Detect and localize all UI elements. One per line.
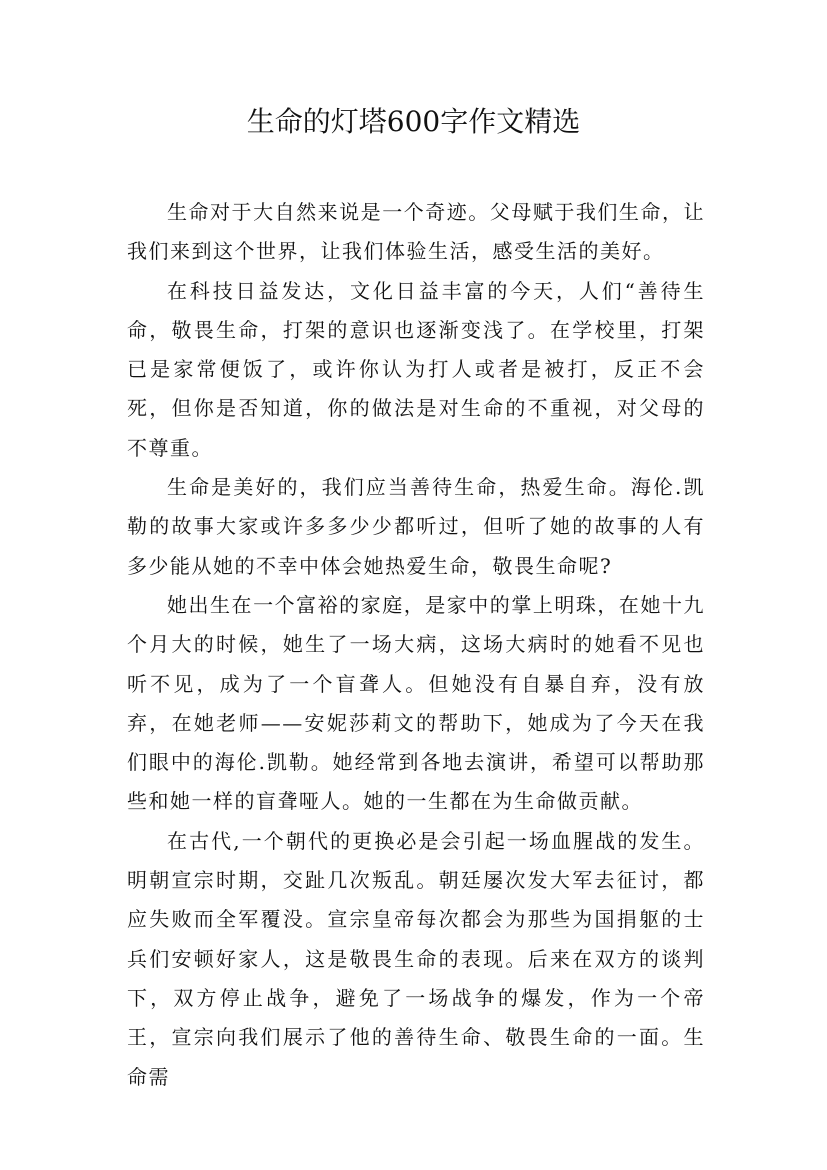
paragraph-4: 她出生在一个富裕的家庭，是家中的掌上明珠，在她十九个月大的时候，她生了一场大病，这场大病时的她看不见也听不见，成为了一个盲聋人。但她没有自暴自弃，没有放弃，在她老师——安妮莎莉文的帮助下，她成为了今天在我们眼中的海伦.凯勒。她经常到各地去演讲，希望可以帮助那些和她一样的盲聋哑人。她的一生都在为生命做贡献。: [127, 592, 705, 814]
paragraph-1: 生命对于大自然来说是一个奇迹。父母赋于我们生命，让我们来到这个世界，让我们体验生活，感受生活的美好。: [127, 200, 705, 264]
paragraph-3: 生命是美好的，我们应当善待生命，热爱生命。海伦.凯勒的故事大家或许多多少少都听过，但听了她的故事的人有多少能从她的不幸中体会她热爱生命，敬畏生命呢?: [127, 475, 705, 578]
document-title: 生命的灯塔600字作文精选: [246, 105, 581, 138]
document-body: [127, 193, 705, 1097]
paragraph-2: 在科技日益发达，文化日益丰富的今天，人们“善待生命，敬畏生命，打架的意识也逐渐变浅了。在学校里，打架已是家常便饭了，或许你认为打人或者是被打，反正不会死，但你是否知道，你的做法是对生命的不重视，对父母的不尊重。: [127, 278, 705, 460]
paragraph-5: 在古代,一个朝代的更换必是会引起一场血腥战的发生。明朝宣宗时期，交趾几次叛乱。朝廷屡次发大军去征讨，都应失败而全军覆没。宣宗皇帝每次都会为那些为国捐躯的士兵们安顿好家人，这是敬畏生命的表现。后来在双方的谈判下，双方停止战争，避免了一场战争的爆发，作为一个帝王，宣宗向我们展示了他的善待生命、敬畏生命的一面。生命需: [127, 828, 705, 1089]
